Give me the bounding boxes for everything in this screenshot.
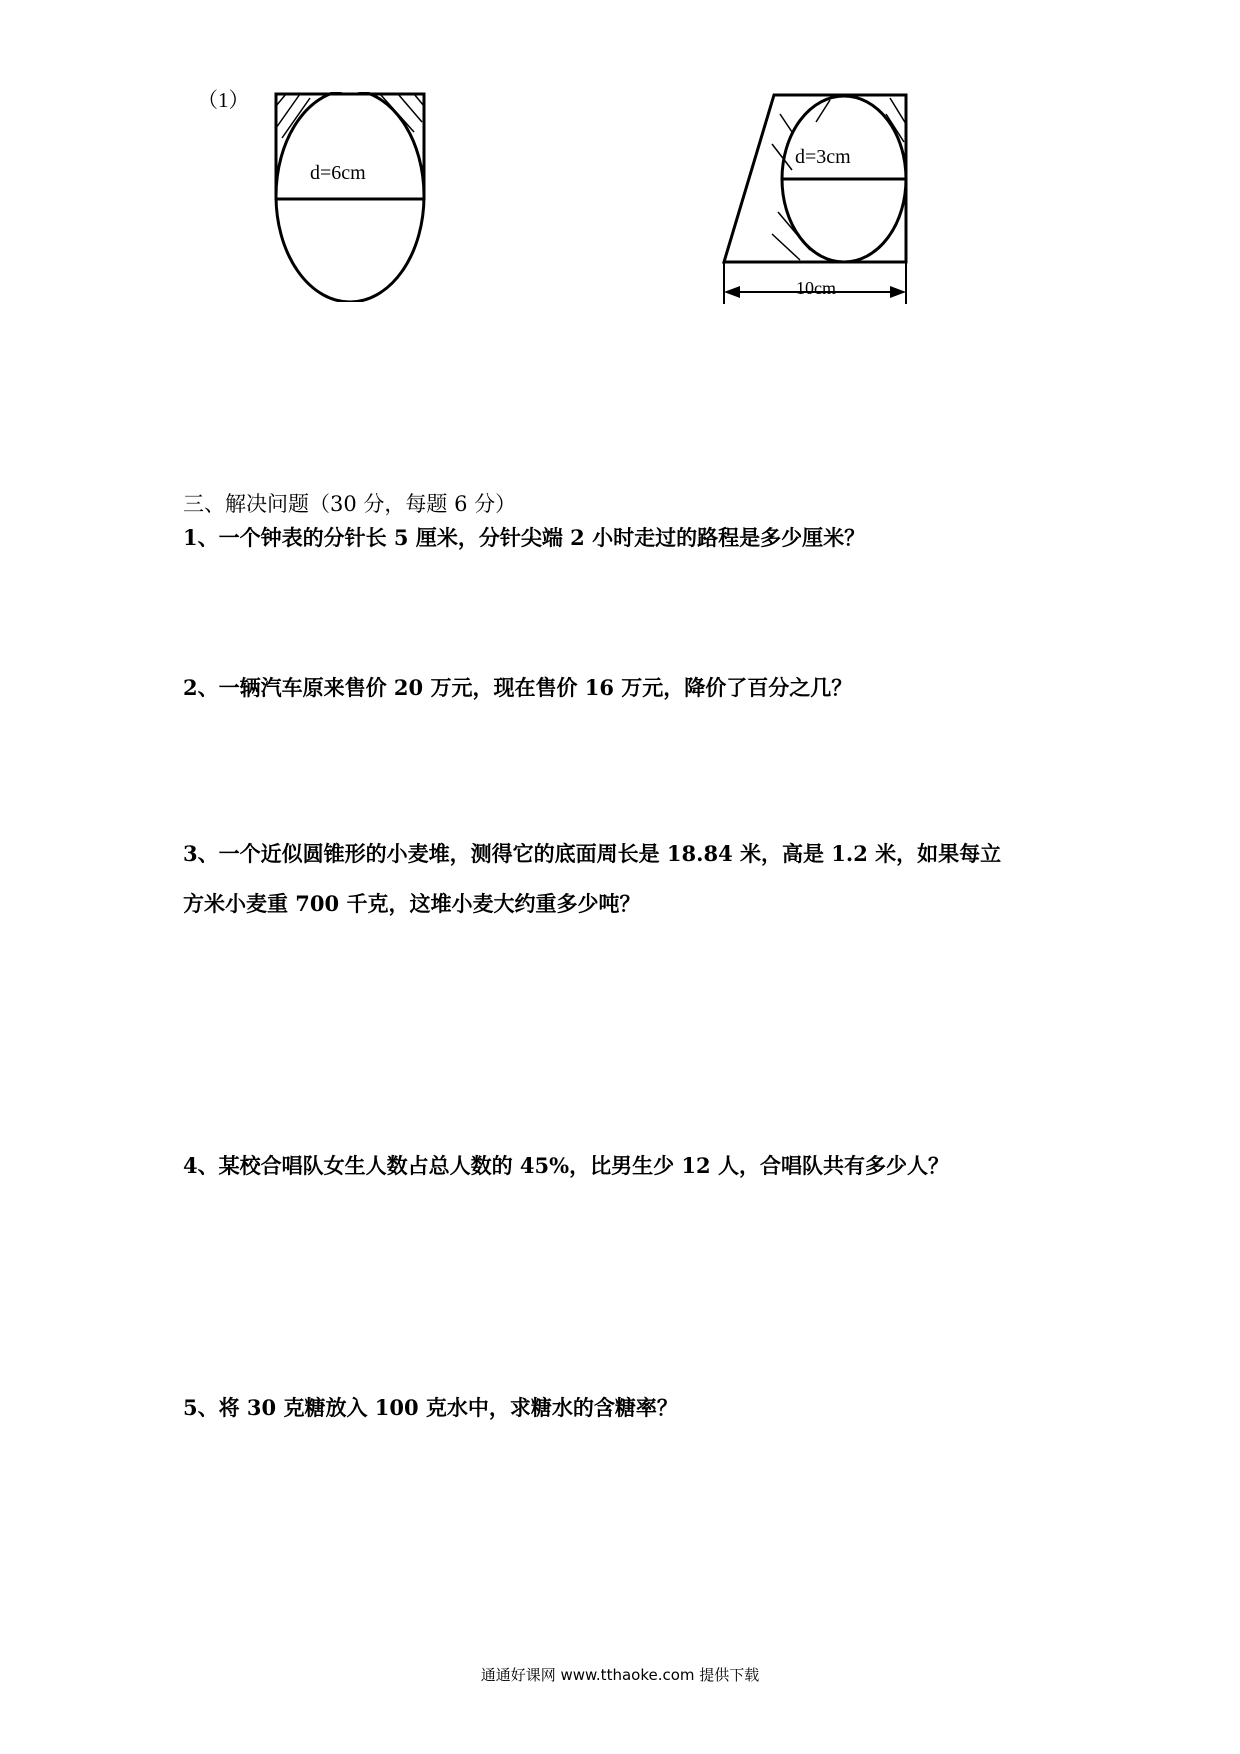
question-5: 5、将 30 克糖放入 100 克水中，求糖水的含糖率？ bbox=[183, 1395, 678, 1420]
figure-part-label: （1） bbox=[197, 88, 250, 112]
section-heading: 三、解决问题（30 分，每题 6 分） bbox=[183, 492, 517, 516]
question-1: 1、一个钟表的分针长 5 厘米，分针尖端 2 小时走过的路程是多少厘米？ bbox=[183, 525, 866, 550]
question-2: 2、一辆汽车原来售价 20 万元，现在售价 16 万元，降价了百分之几？ bbox=[183, 675, 853, 700]
question-3-line-2: 方米小麦重 700 千克，这堆小麦大约重多少吨？ bbox=[183, 891, 641, 916]
right-base-label: 10cm bbox=[796, 278, 836, 298]
right-figure bbox=[720, 92, 920, 307]
right-diameter-label: d=3cm bbox=[795, 146, 851, 168]
left-diameter-label: d=6cm bbox=[310, 162, 366, 184]
page-footer: 通通好课网 www.tthaoke.com 提供下载 bbox=[480, 1666, 760, 1684]
left-figure bbox=[270, 92, 430, 302]
question-3-line-1: 3、一个近似圆锥形的小麦堆，测得它的底面周长是 18.84 米，高是 1.2 米，如果每立 bbox=[183, 841, 1002, 866]
question-4: 4、某校合唱队女生人数占总人数的 45%，比男生少 12 人，合唱队共有多少人？ bbox=[183, 1153, 949, 1178]
